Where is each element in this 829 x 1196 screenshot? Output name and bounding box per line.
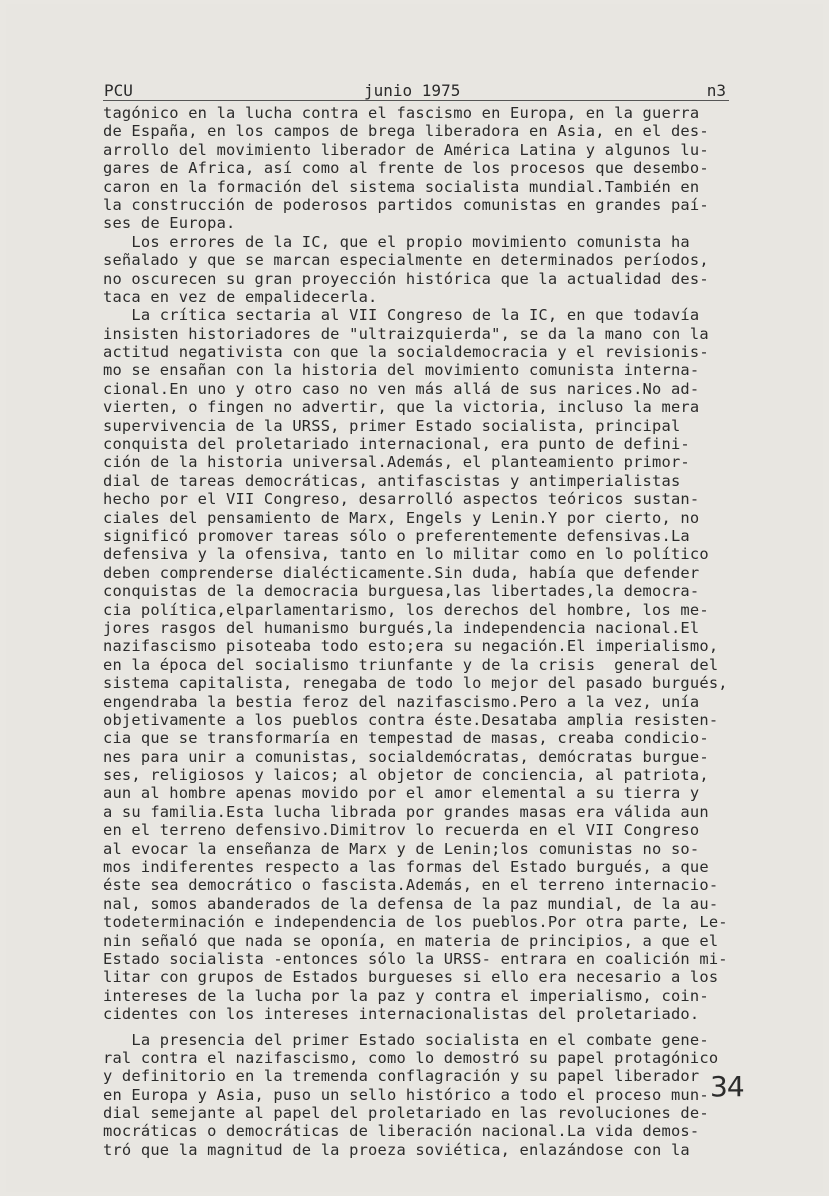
text-line: objetivamente a los pueblos contra éste.Desataba amplia resisten-: [103, 710, 719, 729]
paragraph: [103, 306, 737, 1023]
header-publication: PCU: [104, 81, 133, 100]
text-line: en Europa y Asia, puso un sello histórico a todo el proceso mun-: [103, 1085, 709, 1104]
text-line: significó promover tareas sólo o preferentemente defensivas.La: [103, 526, 690, 545]
page-number: 34: [710, 1070, 744, 1103]
text-line: a su familia.Esta lucha librada por grandes masas era válida aun: [103, 802, 709, 821]
text-line: éste sea democrático o fascista.Además, en el terreno internacio-: [103, 876, 719, 895]
text-line: tagónico en la lucha contra el fascismo en Europa, en la guerra: [103, 104, 700, 122]
text-line: ses de Europa.: [103, 214, 236, 233]
text-line: actitud negativista con que la socialdemocracia y el revisionis-: [103, 343, 709, 362]
text-line: defensiva y la ofensiva, tanto en lo militar como en lo político: [103, 545, 709, 564]
paragraph: [103, 1031, 737, 1160]
text-line: nes para unir a comunistas, socialdemócratas, demócratas burgue-: [103, 747, 709, 766]
text-line: en el terreno defensivo.Dimitrov lo recuerda en el VII Congreso: [103, 821, 700, 840]
header-divider: [103, 100, 729, 101]
header-issue-number: n3: [706, 81, 726, 100]
text-line: supervivencia de la URSS, primer Estado socialista, principal: [103, 416, 681, 435]
text-line: mos indiferentes respecto a las formas del Estado burgués, a que: [103, 858, 709, 877]
paragraph: [103, 104, 737, 233]
text-line: nal, somos abanderados de la defensa de la paz mundial, de la au-: [103, 894, 719, 913]
text-line: cia política,elparlamentarismo, los derechos del hombre, los me-: [103, 600, 709, 619]
text-line: ses, religiosos y laicos; al objetor de conciencia, al patriota,: [103, 766, 709, 785]
header-date: junio 1975: [364, 81, 461, 100]
text-line: en la época del socialismo triunfante y de la crisis general del: [103, 655, 719, 674]
text-line: taca en vez de empalidecerla.: [103, 287, 378, 306]
paragraph: [103, 233, 737, 307]
text-line: jores rasgos del humanismo burgués,la independencia nacional.El: [103, 618, 700, 637]
text-line: conquistas de la democracia burguesa,las libertades,la democra-: [103, 582, 700, 601]
text-line: deben comprenderse dialécticamente.Sin duda, había que defender: [103, 563, 700, 582]
text-line: La presencia del primer Estado socialista en el combate gene-: [103, 1030, 709, 1049]
text-line: al evocar la enseñanza de Marx y de Lenin;los comunistas no so-: [103, 839, 700, 858]
text-line: cional.En uno y otro caso no ven más allá de sus narices.No ad-: [103, 379, 700, 398]
text-line: ciales del pensamiento de Marx, Engels y Lenin.Y por cierto, no: [103, 508, 700, 527]
text-line: no oscurecen su gran proyección histórica que la actualidad des-: [103, 269, 709, 288]
text-line: dial semejante al papel del proletariado en las revoluciones de-: [103, 1104, 709, 1123]
text-line: hecho por el VII Congreso, desarrolló aspectos teóricos sustan-: [103, 490, 700, 509]
document-body: [103, 104, 737, 1159]
text-line: Estado socialista -entonces sólo la URSS- entrara en coalición mi-: [103, 949, 728, 968]
text-line: insisten historiadores de "ultraizquierda", se da la mano con la: [103, 324, 709, 343]
text-line: la construcción de poderosos partidos comunistas en grandes paí-: [103, 195, 709, 214]
text-line: arrollo del movimiento liberador de América Latina y algunos lu-: [103, 140, 709, 159]
document-page: [6, 4, 823, 1192]
text-line: Los errores de la IC, que el propio movimiento comunista ha: [103, 232, 690, 251]
text-line: vierten, o fingen no advertir, que la victoria, incluso la mera: [103, 398, 700, 417]
text-line: sistema capitalista, renegaba de todo lo mejor del pasado burgués,: [103, 674, 728, 693]
text-line: cia que se transformaría en tempestad de masas, creaba condicio-: [103, 729, 709, 748]
text-line: aun al hombre apenas movido por el amor elemental a su tierra y: [103, 784, 700, 803]
text-line: caron en la formación del sistema socialista mundial.También en: [103, 177, 700, 196]
text-line: ral contra el nazifascismo, como lo demostró su papel protagónico: [103, 1048, 719, 1067]
text-line: ción de la historia universal.Además, el planteamiento primor-: [103, 453, 690, 472]
text-line: señalado y que se marcan especialmente en determinados períodos,: [103, 251, 709, 270]
text-line: cidentes con los intereses internacionalistas del proletariado.: [103, 1005, 700, 1024]
text-line: litar con grupos de Estados burgueses si ello era necesario a los: [103, 968, 719, 987]
text-line: engendraba la bestia feroz del nazifascismo.Pero a la vez, unía: [103, 692, 700, 711]
text-line: todeterminación e independencia de los pueblos.Por otra parte, Le-: [103, 913, 728, 932]
text-line: mocráticas o democráticas de liberación nacional.La vida demos-: [103, 1122, 700, 1141]
text-line: gares de Africa, así como al frente de los procesos que desembo-: [103, 159, 709, 178]
text-line: dial de tareas democráticas, antifascistas y antimperialistas: [103, 471, 681, 490]
text-line: nazifascismo pisoteaba todo esto;era su negación.El imperialismo,: [103, 637, 719, 656]
text-line: mo se ensañan con la historia del movimiento comunista interna-: [103, 361, 700, 380]
paragraph-gap: [103, 1024, 737, 1031]
text-line: La crítica sectaria al VII Congreso de la IC, en que todavía: [103, 306, 700, 325]
text-line: intereses de la lucha por la paz y contra el imperialismo, coin-: [103, 986, 709, 1005]
text-line: nin señaló que nada se oponía, en materia de principios, a que el: [103, 931, 719, 950]
text-line: y definitorio en la tremenda conflagración y su papel liberador: [103, 1067, 700, 1086]
text-line: tró que la magnitud de la proeza soviética, enlazándose con la: [103, 1140, 690, 1159]
text-line: de España, en los campos de brega liberadora en Asia, en el des-: [103, 122, 709, 141]
text-line: conquista del proletariado internacional, era punto de defini-: [103, 435, 690, 454]
